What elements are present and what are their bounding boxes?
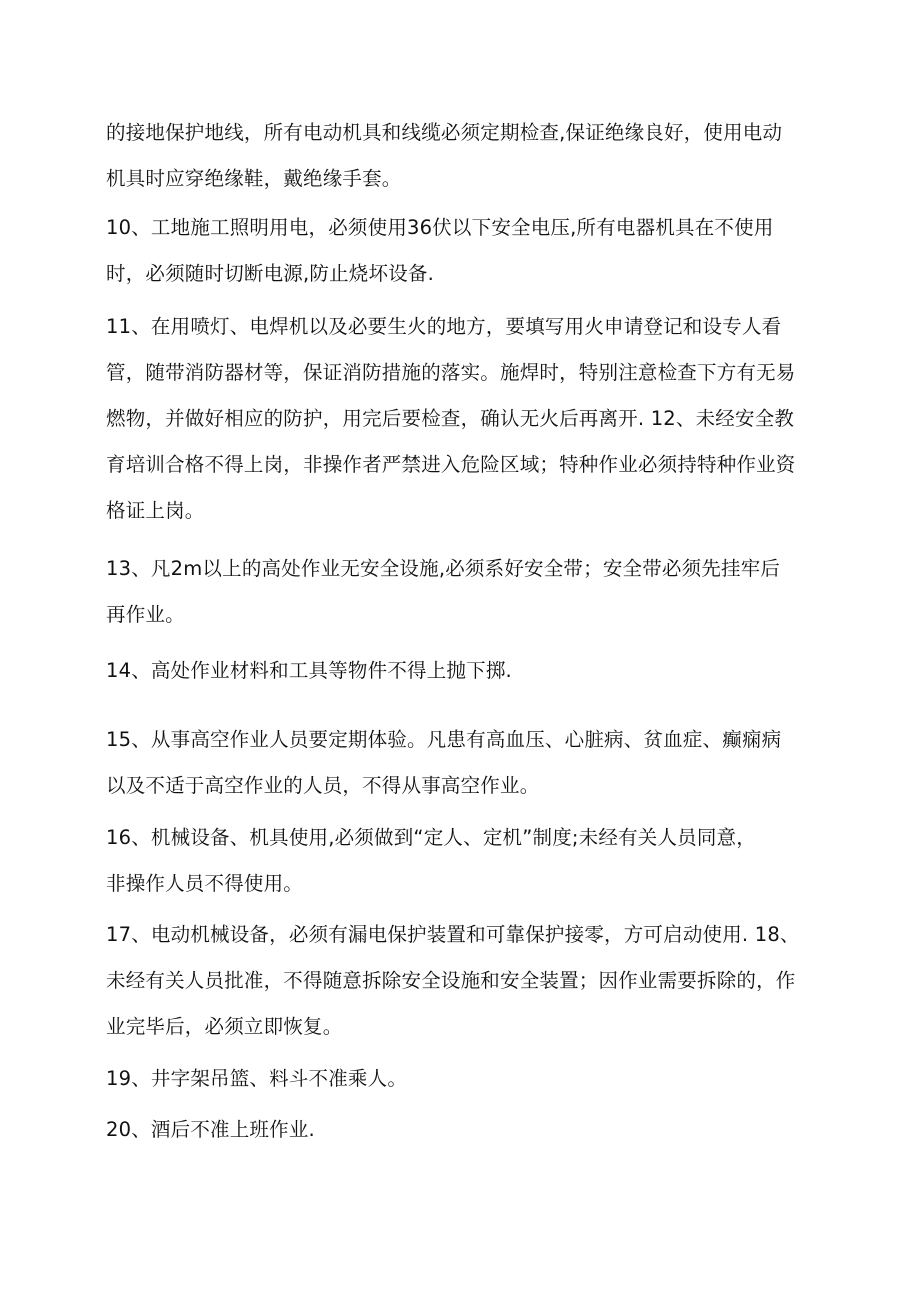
text-line: 非操作人员不得使用。 — [106, 872, 304, 895]
paragraph-item-17-18 — [106, 912, 816, 1050]
paragraph-item-10 — [106, 205, 816, 297]
text-line: 11、在用喷灯、电焊机以及必要生火的地方，要填写用火申请登记和设专人看 — [106, 315, 782, 338]
text-line: 燃物，并做好相应的防护，用完后要检查，确认无火后再离开. 12、未经安全教 — [106, 407, 795, 430]
text-line: 的接地保护地线，所有电动机具和线缆必须定期检查,保证绝缘良好，使用电动 — [106, 121, 783, 144]
text-line: 未经有关人员批准，不得随意拆除安全设施和安全装置；因作业需要拆除的，作 — [106, 969, 796, 992]
paragraph-item-14 — [106, 648, 816, 694]
text-line: 管，随带消防器材等，保证消防措施的落实。施焊时，特别注意检查下方有无易 — [106, 361, 796, 384]
text-line: 14、高处作业材料和工具等物件不得上抛下掷. — [106, 659, 512, 682]
text-line: 20、酒后不准上班作业. — [106, 1118, 315, 1141]
text-line: 以及不适于高空作业的人员，不得从事高空作业。 — [106, 774, 540, 797]
paragraph-item-19 — [106, 1056, 816, 1102]
paragraph-grounding — [106, 110, 816, 202]
paragraph-item-20 — [106, 1107, 816, 1153]
paragraph-item-11-12 — [106, 304, 816, 534]
text-line: 格证上岗。 — [106, 499, 205, 522]
text-line: 19、井字架吊篮、料斗不准乘人。 — [106, 1067, 408, 1090]
paragraph-item-16 — [106, 815, 816, 907]
text-line: 再作业。 — [106, 603, 185, 626]
text-line: 业完毕后，必须立即恢复。 — [106, 1015, 343, 1038]
text-line: 10、工地施工照明用电，必须使用36伏以下安全电压,所有电器机具在不使用 — [106, 216, 774, 239]
text-line: 育培训合格不得上岗，非操作者严禁进入危险区域；特种作业必须持特种作业资 — [106, 453, 796, 476]
text-line: 16、机械设备、机具使用,必须做到“定人、定机”制度;未经有关人员同意， — [106, 826, 756, 849]
paragraph-item-13 — [106, 546, 816, 638]
text-line: 17、电动机械设备，必须有漏电保护装置和可靠保护接零，方可启动使用. 18、 — [106, 923, 800, 946]
paragraph-item-15 — [106, 717, 816, 809]
text-line: 13、凡2m以上的高处作业无安全设施,必须系好安全带；安全带必须先挂牢后 — [106, 557, 781, 580]
text-line: 15、从事高空作业人员要定期体验。凡患有高血压、心脏病、贫血症、癫痫病 — [106, 728, 782, 751]
text-line: 时，必须随时切断电源,防止烧坏设备. — [106, 262, 434, 285]
text-line: 机具时应穿绝缘鞋，戴绝缘手套。 — [106, 167, 402, 190]
